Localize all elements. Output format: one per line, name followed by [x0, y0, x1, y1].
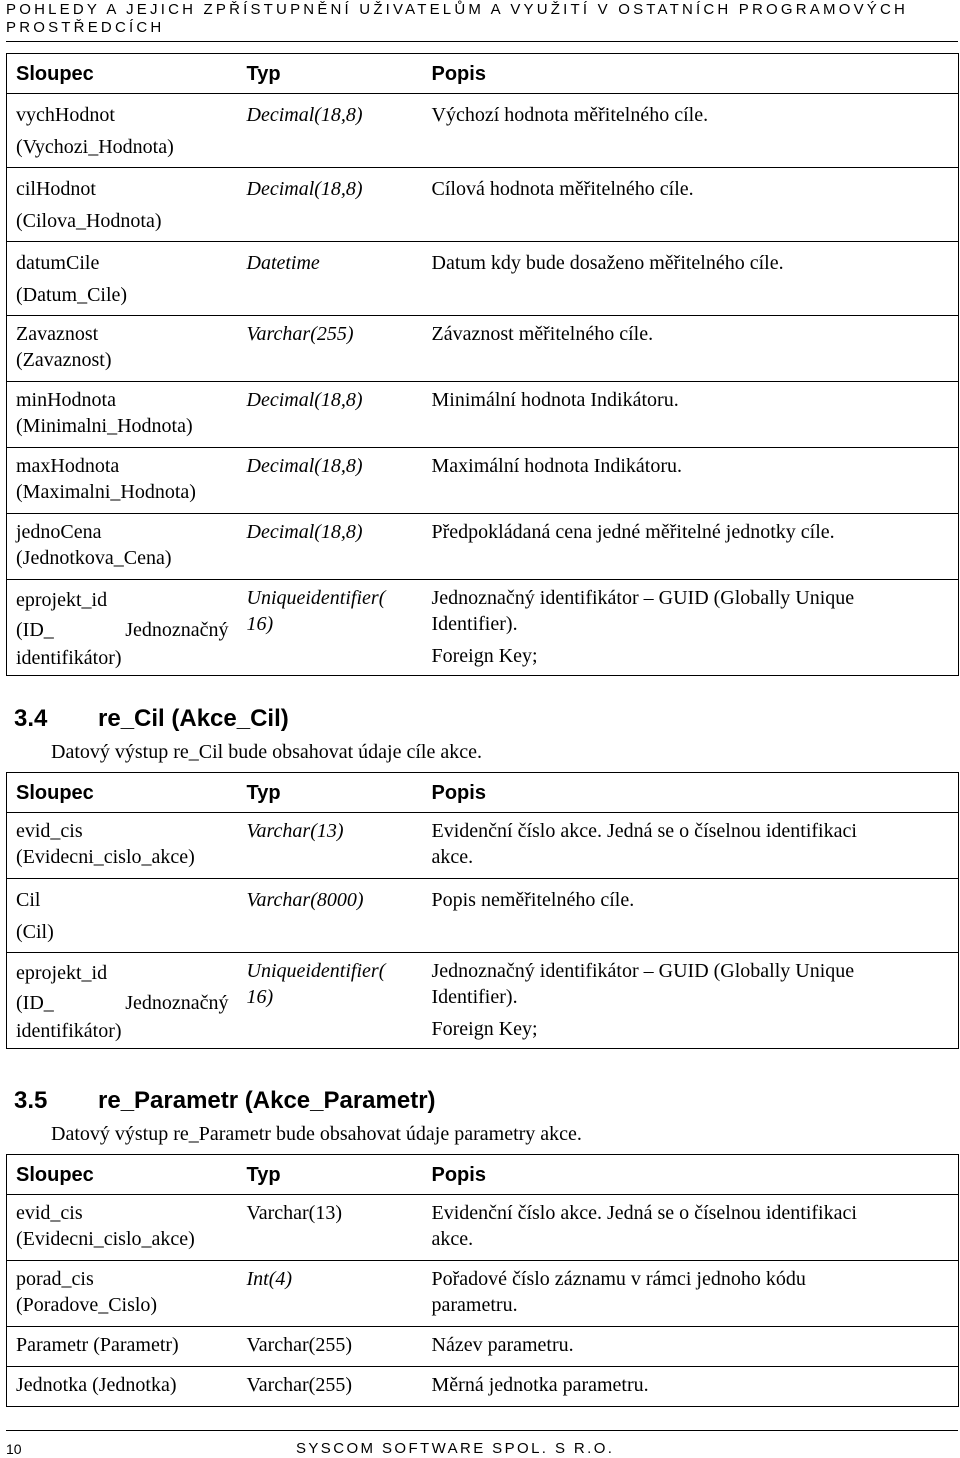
column-alias: (Vychozi_Hodnota) [16, 136, 174, 158]
column-type: Decimal(18,8) [238, 448, 423, 514]
col-header-popis: Popis [423, 1155, 959, 1195]
column-type: Varchar(13) [238, 813, 423, 879]
table-row [7, 1261, 959, 1327]
table-row [7, 514, 959, 580]
column-name: Cil [16, 889, 41, 911]
column-name: vychHodnot [16, 104, 115, 126]
col-header-sloupec: Sloupec [7, 773, 238, 813]
column-description-key: Foreign Key; [431, 1018, 538, 1040]
column-alias: (Poradove_Cislo) [16, 1294, 158, 1316]
column-alias: (Evidecni_cislo_akce) [16, 846, 195, 868]
footer-rule [6, 1430, 958, 1431]
column-name: eprojekt_id [16, 962, 108, 984]
column-description-cont: parametru. [431, 1294, 518, 1316]
column-type: Decimal(18,8) [238, 382, 423, 448]
column-name: Zavaznost [16, 323, 99, 345]
col-header-sloupec: Sloupec [7, 54, 238, 94]
table-row [7, 813, 959, 879]
table-row [7, 1195, 959, 1261]
column-name: evid_cis [16, 820, 83, 842]
column-description: Jednoznačný identifikátor – GUID (Globally Unique [431, 960, 855, 982]
table-row [7, 316, 959, 382]
column-description-cont: akce. [431, 1228, 474, 1250]
footer-company: SYSCOM SOFTWARE SPOL. S R.O. [296, 1440, 615, 1457]
column-name: Jednotka (Jednotka) [7, 1367, 238, 1407]
table-row [7, 953, 959, 1049]
column-description-cont: Identifier). [431, 986, 518, 1008]
table-row [7, 382, 959, 448]
table-1 [6, 53, 959, 676]
section-intro: Datový výstup re_Cil bude obsahovat údaje cíle akce. [51, 741, 482, 763]
column-name: porad_cis [16, 1268, 94, 1290]
column-description: Pořadové číslo záznamu v rámci jednoho kódu [431, 1268, 806, 1290]
table-row [7, 580, 959, 676]
column-alias-unique: Jednoznačný [125, 619, 229, 641]
header-rule [6, 41, 958, 42]
column-type: Varchar(13) [238, 1195, 423, 1261]
column-type: Uniqueidentifier( [246, 587, 386, 609]
column-name: maxHodnota [16, 455, 120, 477]
table-2 [6, 772, 959, 1049]
column-description-key: Foreign Key; [431, 645, 538, 667]
column-type: Varchar(255) [238, 316, 423, 382]
column-alias: (Maximalni_Hodnota) [16, 481, 196, 503]
table-3 [6, 1154, 959, 1407]
column-description-cont: Identifier). [431, 613, 518, 635]
column-name: eprojekt_id [16, 589, 108, 611]
column-description: Cílová hodnota měřitelného cíle. [423, 168, 959, 242]
column-description: Předpokládaná cena jedné měřitelné jednotky cíle. [423, 514, 959, 580]
column-type: Decimal(18,8) [238, 514, 423, 580]
column-description: Datum kdy bude dosaženo měřitelného cíle. [423, 242, 959, 316]
table-row [7, 242, 959, 316]
column-description-cont: akce. [431, 846, 474, 868]
col-header-typ: Typ [238, 54, 423, 94]
table-row [7, 94, 959, 168]
col-header-popis: Popis [423, 773, 959, 813]
table-header-row [7, 773, 959, 813]
column-alias-identifier: identifikátor) [16, 647, 122, 669]
col-header-sloupec: Sloupec [7, 1155, 238, 1195]
col-header-typ: Typ [238, 1155, 423, 1195]
column-name: Parametr (Parametr) [7, 1327, 238, 1367]
column-description: Výchozí hodnota měřitelného cíle. [423, 94, 959, 168]
column-type: Decimal(18,8) [238, 168, 423, 242]
column-name: jednoCena [16, 521, 102, 543]
column-alias: (Cilova_Hodnota) [16, 210, 162, 232]
col-header-typ: Typ [238, 773, 423, 813]
section-intro: Datový výstup re_Parametr bude obsahovat údaje parametry akce. [51, 1123, 582, 1145]
column-description: Evidenční číslo akce. Jedná se o číselnou identifikaci [431, 820, 857, 842]
column-description: Minimální hodnota Indikátoru. [423, 382, 959, 448]
column-alias: (Zavaznost) [16, 349, 112, 371]
column-type: Uniqueidentifier( [246, 960, 386, 982]
page-header: POHLEDY A JEJICH ZPŘÍSTUPNĚNÍ UŽIVATELŮM A VYUŽITÍ V OSTATNÍCH PROGRAMOVÝCH PROSTŘEDCÍCH [6, 1, 909, 36]
col-header-popis: Popis [423, 54, 959, 94]
column-description: Jednoznačný identifikátor – GUID (Globally Unique [431, 587, 855, 609]
column-name: cilHodnot [16, 178, 96, 200]
column-alias: (Evidecni_cislo_akce) [16, 1228, 195, 1250]
column-alias-id: (ID_ [16, 992, 54, 1014]
table-row [7, 1367, 959, 1407]
column-name: evid_cis [16, 1202, 83, 1224]
column-alias-unique: Jednoznačný [125, 992, 229, 1014]
column-alias-identifier: identifikátor) [16, 1020, 122, 1042]
column-type-size: 16) [246, 613, 274, 635]
column-description: Evidenční číslo akce. Jedná se o číselnou identifikaci [431, 1202, 857, 1224]
column-type: Varchar(255) [238, 1367, 423, 1407]
column-description: Maximální hodnota Indikátoru. [423, 448, 959, 514]
page-number: 10 [6, 1441, 22, 1457]
column-alias: (Jednotkova_Cena) [16, 547, 172, 569]
column-description: Závaznost měřitelného cíle. [423, 316, 959, 382]
column-description: Popis neměřitelného cíle. [423, 879, 959, 953]
section-title: re_Cil (Akce_Cil) [98, 705, 289, 732]
column-alias: (Cil) [16, 921, 54, 943]
column-name: datumCile [16, 252, 100, 274]
table-header-row [7, 1155, 959, 1195]
section-number: 3.5 [14, 1087, 48, 1114]
column-alias: (Datum_Cile) [16, 284, 128, 306]
column-type-size: 16) [246, 986, 274, 1008]
table-row [7, 168, 959, 242]
column-alias: (Minimalni_Hodnota) [16, 415, 193, 437]
table-row [7, 448, 959, 514]
column-type: Decimal(18,8) [238, 94, 423, 168]
column-type: Varchar(8000) [238, 879, 423, 953]
section-heading-3-5 [14, 1087, 436, 1115]
table-row [7, 1327, 959, 1367]
column-type: Varchar(255) [238, 1327, 423, 1367]
section-title: re_Parametr (Akce_Parametr) [98, 1087, 436, 1114]
column-type: Int(4) [238, 1261, 423, 1327]
column-name: minHodnota [16, 389, 116, 411]
table-header-row [7, 54, 959, 94]
table-row [7, 879, 959, 953]
column-type: Datetime [238, 242, 423, 316]
section-heading-3-4 [14, 705, 289, 733]
column-description: Název parametru. [423, 1327, 959, 1367]
section-number: 3.4 [14, 705, 48, 732]
column-description: Měrná jednotka parametru. [423, 1367, 959, 1407]
column-alias-id: (ID_ [16, 619, 54, 641]
